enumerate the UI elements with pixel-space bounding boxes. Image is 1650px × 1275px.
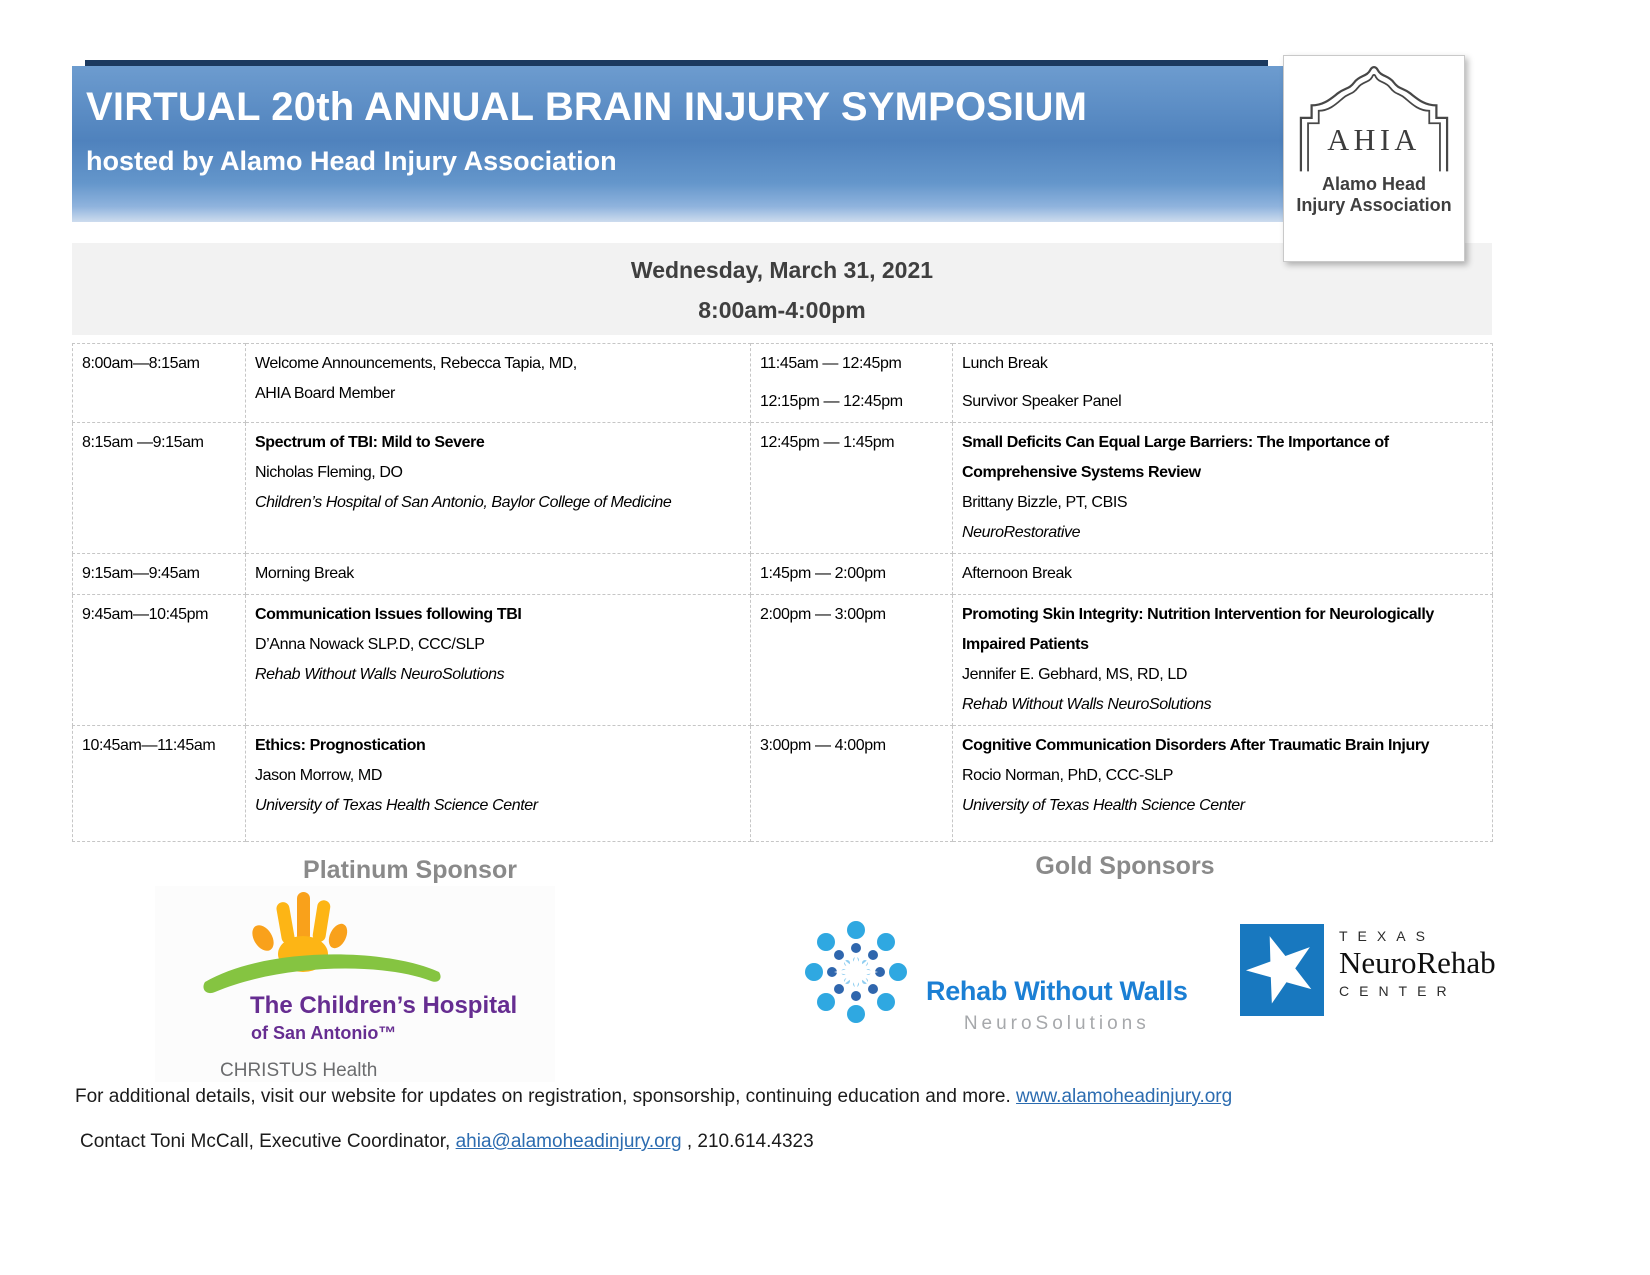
- header-banner: [72, 66, 1465, 222]
- session-time: 11:45am — 12:45pm: [760, 355, 902, 372]
- session-description-cell: [953, 595, 1493, 726]
- session-time-cell: [751, 726, 953, 842]
- session-detail: Nicholas Fleming, DO: [255, 464, 403, 481]
- alamo-facade-icon: [1292, 62, 1456, 172]
- session-organization: Rehab Without Walls NeuroSolutions: [255, 666, 505, 683]
- session-detail: D’Anna Nowack SLP.D, CCC/SLP: [255, 636, 485, 653]
- childrens-hospital-city: of San Antonio™: [251, 1023, 397, 1043]
- date-banner: [72, 243, 1492, 335]
- session-detail: Brittany Bizzle, PT, CBIS: [962, 494, 1128, 511]
- session-organization: Rehab Without Walls NeuroSolutions: [962, 696, 1212, 713]
- session-detail: Lunch Break: [962, 355, 1048, 372]
- childrens-hospital-logo: [155, 886, 555, 1082]
- texas-neurorehab-logo: [1240, 924, 1496, 1016]
- session-title: Cognitive Communication Disorders After Traumatic Brain Injury: [962, 737, 1430, 754]
- hand-over-hill-icon: [197, 888, 447, 996]
- session-time: 8:15am —9:15am: [82, 434, 204, 451]
- tnr-neurorehab-label: NeuroRehab: [1339, 945, 1496, 980]
- session-description-cell: [246, 344, 751, 423]
- ahia-acronym-text: AHIA: [1327, 122, 1421, 157]
- session-time: 12:45pm — 1:45pm: [760, 434, 895, 451]
- schedule-row: [73, 554, 1493, 595]
- session-time-cell: [751, 423, 953, 554]
- session-time-cell: [751, 344, 953, 423]
- session-description-cell: [953, 726, 1493, 842]
- page-subtitle: hosted by Alamo Head Injury Association: [86, 146, 617, 176]
- schedule-row: [73, 344, 1493, 423]
- session-organization: NeuroRestorative: [962, 524, 1081, 541]
- session-time: 2:00pm — 3:00pm: [760, 606, 886, 623]
- rehab-without-walls-name: Rehab Without Walls: [926, 976, 1188, 1006]
- event-date: Wednesday, March 31, 2021: [630, 257, 934, 283]
- snowflake-burst-icon: [800, 916, 912, 1028]
- schedule-row: [73, 423, 1493, 554]
- session-title: Promoting Skin Integrity: Nutrition Intervention for Neurologically Impaired Patients: [962, 606, 1434, 653]
- session-time: 10:45am—11:45am: [82, 737, 216, 754]
- event-time-range: 8:00am-4:00pm: [698, 297, 866, 323]
- rehab-without-walls-logo: [800, 916, 1188, 1035]
- session-title: Spectrum of TBI: Mild to Severe: [255, 434, 485, 451]
- childrens-hospital-name: The Children’s Hospital: [250, 992, 518, 1019]
- session-organization: University of Texas Health Science Center: [255, 797, 538, 814]
- schedule-row: [73, 595, 1493, 726]
- footer-contact-line: [80, 1131, 814, 1153]
- ahia-logo-card: [1283, 55, 1465, 262]
- session-title: Communication Issues following TBI: [255, 606, 522, 623]
- website-link[interactable]: www.alamoheadinjury.org: [1016, 1086, 1233, 1107]
- session-title: Ethics: Prognostication: [255, 737, 426, 754]
- session-detail: AHIA Board Member: [255, 385, 395, 402]
- session-time-cell: [73, 423, 246, 554]
- christus-health-label: CHRISTUS Health: [220, 1060, 378, 1081]
- session-organization: University of Texas Health Science Center: [962, 797, 1245, 814]
- session-description-cell: [953, 554, 1493, 595]
- session-detail: Welcome Announcements, Rebecca Tapia, MD,: [255, 355, 577, 372]
- session-description-cell: [953, 344, 1493, 423]
- neurosolutions-label: NeuroSolutions: [963, 1013, 1150, 1034]
- star-square-icon: [1240, 924, 1324, 1016]
- session-time-cell: [73, 726, 246, 842]
- session-description-cell: [246, 554, 751, 595]
- footer-details-text: For additional details, visit our website for updates on registration, sponsorship, continuing education and more.: [75, 1086, 1017, 1107]
- session-title: Small Deficits Can Equal Large Barriers: The Importance of Comprehensive Systems Review: [962, 434, 1389, 481]
- page-title: VIRTUAL 20th ANNUAL BRAIN INJURY SYMPOSIUM: [86, 85, 1088, 129]
- session-time: 1:45pm — 2:00pm: [760, 565, 886, 582]
- footer-details-line: [75, 1086, 1232, 1108]
- session-detail: Survivor Speaker Panel: [962, 393, 1122, 410]
- session-time-cell: [73, 554, 246, 595]
- session-time-cell: [751, 554, 953, 595]
- session-time-cell: [73, 344, 246, 423]
- gold-sponsors-heading: Gold Sponsors: [1035, 852, 1215, 880]
- session-description-cell: [246, 423, 751, 554]
- tnr-texas-label: TEXAS: [1339, 928, 1435, 944]
- session-detail: Afternoon Break: [962, 565, 1072, 582]
- platinum-sponsor-heading: Platinum Sponsor: [303, 856, 517, 884]
- email-link[interactable]: ahia@alamoheadinjury.org: [455, 1131, 682, 1152]
- session-description-cell: [246, 595, 751, 726]
- session-time: 9:15am—9:45am: [82, 565, 200, 582]
- session-detail: Morning Break: [255, 565, 354, 582]
- session-description-cell: [246, 726, 751, 842]
- session-time: 3:00pm — 4:00pm: [760, 737, 886, 754]
- schedule-section: [72, 343, 1492, 842]
- session-description-cell: [953, 423, 1493, 554]
- tnr-center-label: CENTER: [1339, 983, 1457, 999]
- schedule-table: [72, 343, 1493, 842]
- session-time: 9:45am—10:45pm: [82, 606, 209, 623]
- session-time-cell: [73, 595, 246, 726]
- footer-contact-text: Contact Toni McCall, Executive Coordinator,: [80, 1131, 456, 1152]
- schedule-table-body: [73, 344, 1493, 842]
- session-detail: Jason Morrow, MD: [255, 767, 382, 784]
- session-time: 8:00am—8:15am: [82, 355, 200, 372]
- session-detail: Jennifer E. Gebhard, MS, RD, LD: [962, 666, 1188, 683]
- footer-phone-text: , 210.614.4323: [686, 1131, 814, 1152]
- ahia-org-name: Alamo Head Injury Association: [1296, 174, 1452, 215]
- session-detail: Rocio Norman, PhD, CCC-SLP: [962, 767, 1173, 784]
- schedule-row: [73, 726, 1493, 842]
- session-time: 12:15pm — 12:45pm: [760, 393, 903, 410]
- session-organization: Children’s Hospital of San Antonio, Baylor College of Medicine: [255, 494, 672, 511]
- session-time-cell: [751, 595, 953, 726]
